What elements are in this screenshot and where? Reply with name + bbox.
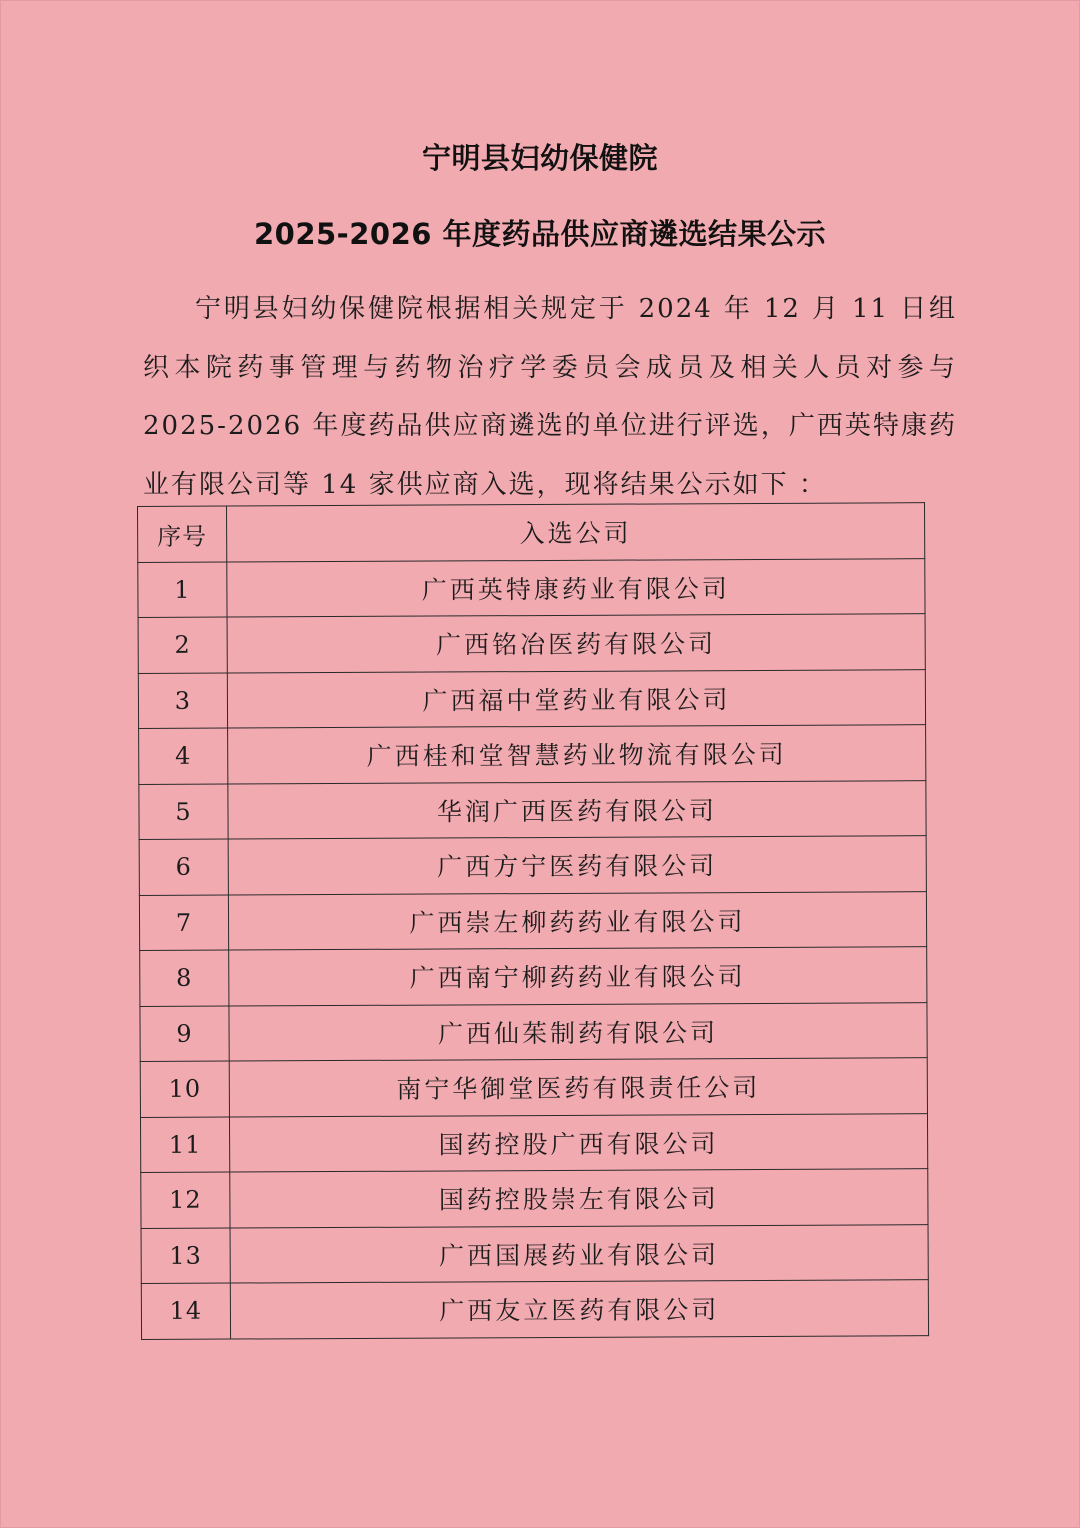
row-company: 广西仙茱制药有限公司	[229, 1002, 927, 1061]
row-number: 14	[141, 1283, 230, 1339]
table-row	[141, 1224, 928, 1283]
row-company: 广西英特康药业有限公司	[227, 558, 925, 617]
table-row	[140, 1113, 927, 1172]
header-selected-company: 入选公司	[226, 503, 924, 562]
row-company: 南宁华御堂医药有限责任公司	[229, 1058, 927, 1117]
table-header-row	[138, 503, 925, 562]
row-number: 12	[141, 1172, 230, 1228]
row-company: 广西崇左柳药药业有限公司	[228, 891, 926, 950]
table-row	[139, 780, 926, 839]
table-row	[139, 725, 926, 784]
table-row	[139, 891, 926, 950]
row-number: 8	[140, 950, 229, 1006]
table-row	[140, 1002, 927, 1061]
row-company: 广西铭冶医药有限公司	[227, 614, 925, 673]
row-number: 2	[138, 617, 227, 673]
row-company: 广西福中堂药业有限公司	[227, 669, 925, 728]
supplier-table	[137, 502, 929, 1339]
table-row	[141, 1169, 928, 1228]
row-number: 9	[140, 1006, 229, 1062]
table-row	[140, 947, 927, 1006]
row-number: 10	[140, 1061, 229, 1117]
row-company: 广西国展药业有限公司	[230, 1224, 928, 1283]
row-number: 1	[138, 562, 227, 618]
table-row	[140, 1058, 927, 1117]
row-company: 广西南宁柳药药业有限公司	[229, 947, 927, 1006]
table-row	[138, 669, 925, 728]
row-company: 广西桂和堂智慧药业物流有限公司	[228, 725, 926, 784]
table-row	[138, 558, 925, 617]
row-number: 4	[139, 728, 228, 784]
row-number: 13	[141, 1228, 230, 1284]
row-company: 广西方宁医药有限公司	[228, 836, 926, 895]
document-subtitle: 2025-2026 年度药品供应商遴选结果公示	[253, 217, 827, 251]
row-company: 广西友立医药有限公司	[230, 1280, 928, 1339]
table-row	[139, 836, 926, 895]
row-number: 3	[138, 673, 227, 729]
row-number: 7	[139, 895, 228, 951]
row-company: 华润广西医药有限公司	[228, 780, 926, 839]
document-title: 宁明县妇幼保健院	[421, 141, 658, 175]
table-row	[138, 614, 925, 673]
table-row	[141, 1280, 928, 1339]
row-number: 6	[139, 839, 228, 895]
row-number: 11	[140, 1117, 229, 1173]
row-company: 国药控股崇左有限公司	[230, 1169, 928, 1228]
row-number: 5	[139, 784, 228, 840]
row-company: 国药控股广西有限公司	[229, 1113, 927, 1172]
header-serial-number: 序号	[138, 506, 227, 562]
intro-paragraph: 宁明县妇幼保健院根据相关规定于 2024 年 12 月 11 日组织本院药事管理与药物治疗学委员会成员及相关人员对参与 2025-2026 年度药品供应商遴选的单位进行评选，广西英特康药业有限公司等 14 家供应商入选，现将结果公示如下 ：	[143, 294, 957, 500]
